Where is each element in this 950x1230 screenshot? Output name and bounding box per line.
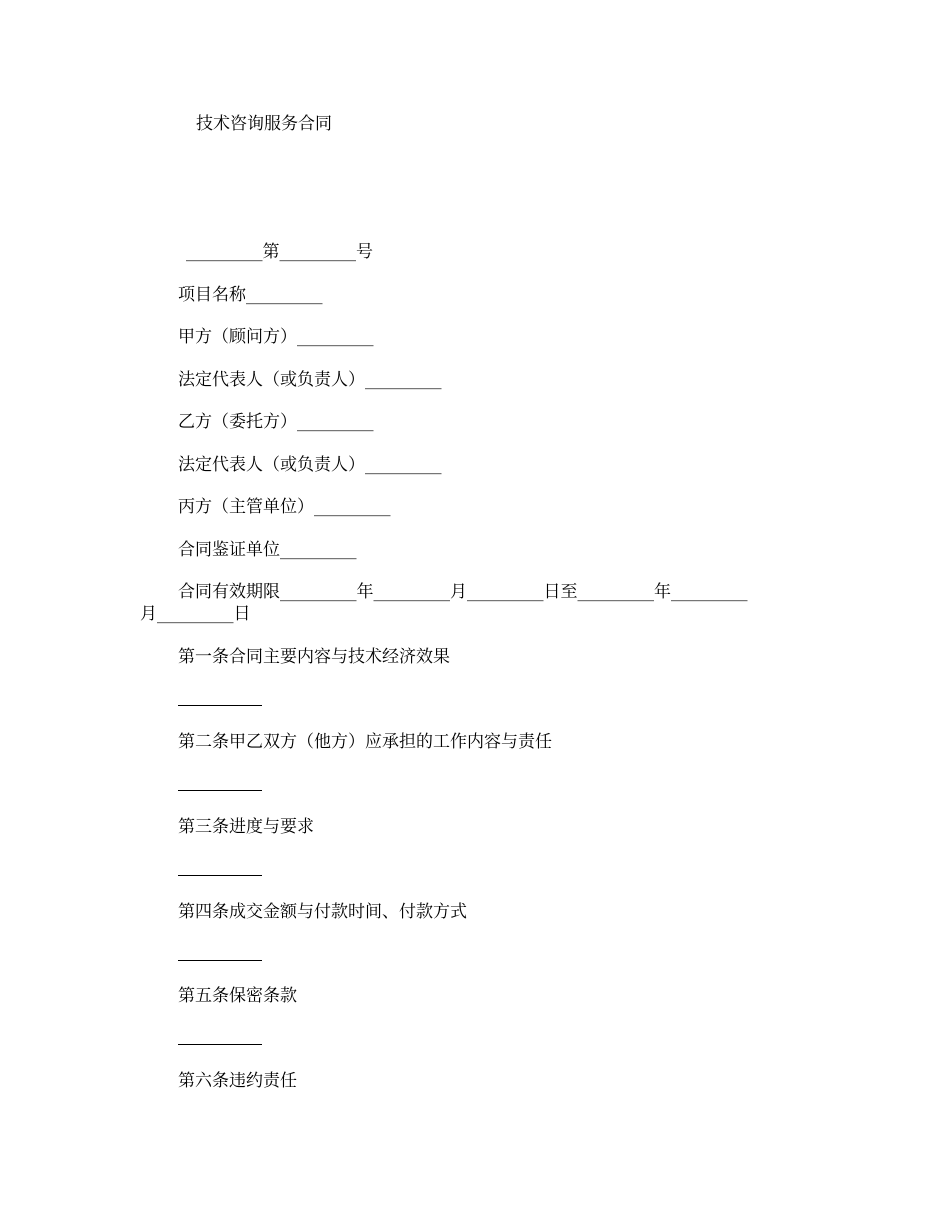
article-6-heading: 第六条违约责任 (178, 1071, 297, 1091)
field-party-b-representative: 法定代表人（或负责人）_________ (178, 455, 442, 475)
article-2-heading: 第二条甲乙双方（他方）应承担的工作内容与责任 (178, 732, 552, 752)
validity-period-line-continued: 月_________日 (140, 604, 251, 624)
field-party-c: 丙方（主管单位）_________ (178, 497, 391, 517)
article-2-blank (178, 789, 262, 791)
article-5-heading: 第五条保密条款 (178, 986, 297, 1006)
article-4-blank (178, 959, 262, 961)
validity-period-line: 合同有效期限_________年_________月_________日至_________年_________ (178, 582, 748, 602)
article-1-blank (178, 704, 262, 706)
article-4-heading: 第四条成交金额与付款时间、付款方式 (178, 902, 467, 922)
contract-number-line: _________第_________号 (186, 242, 373, 262)
field-party-a-representative: 法定代表人（或负责人）_________ (178, 370, 442, 390)
article-1-heading: 第一条合同主要内容与技术经济效果 (178, 647, 450, 667)
article-3-heading: 第三条进度与要求 (178, 817, 314, 837)
field-certification-unit: 合同鉴证单位_________ (178, 540, 357, 560)
document-title: 技术咨询服务合同 (196, 114, 332, 134)
article-5-blank (178, 1043, 262, 1045)
article-3-blank (178, 874, 262, 876)
field-project-name: 项目名称_________ (178, 285, 323, 305)
field-party-a: 甲方（顾问方）_________ (178, 327, 374, 347)
field-party-b: 乙方（委托方）_________ (178, 412, 374, 432)
